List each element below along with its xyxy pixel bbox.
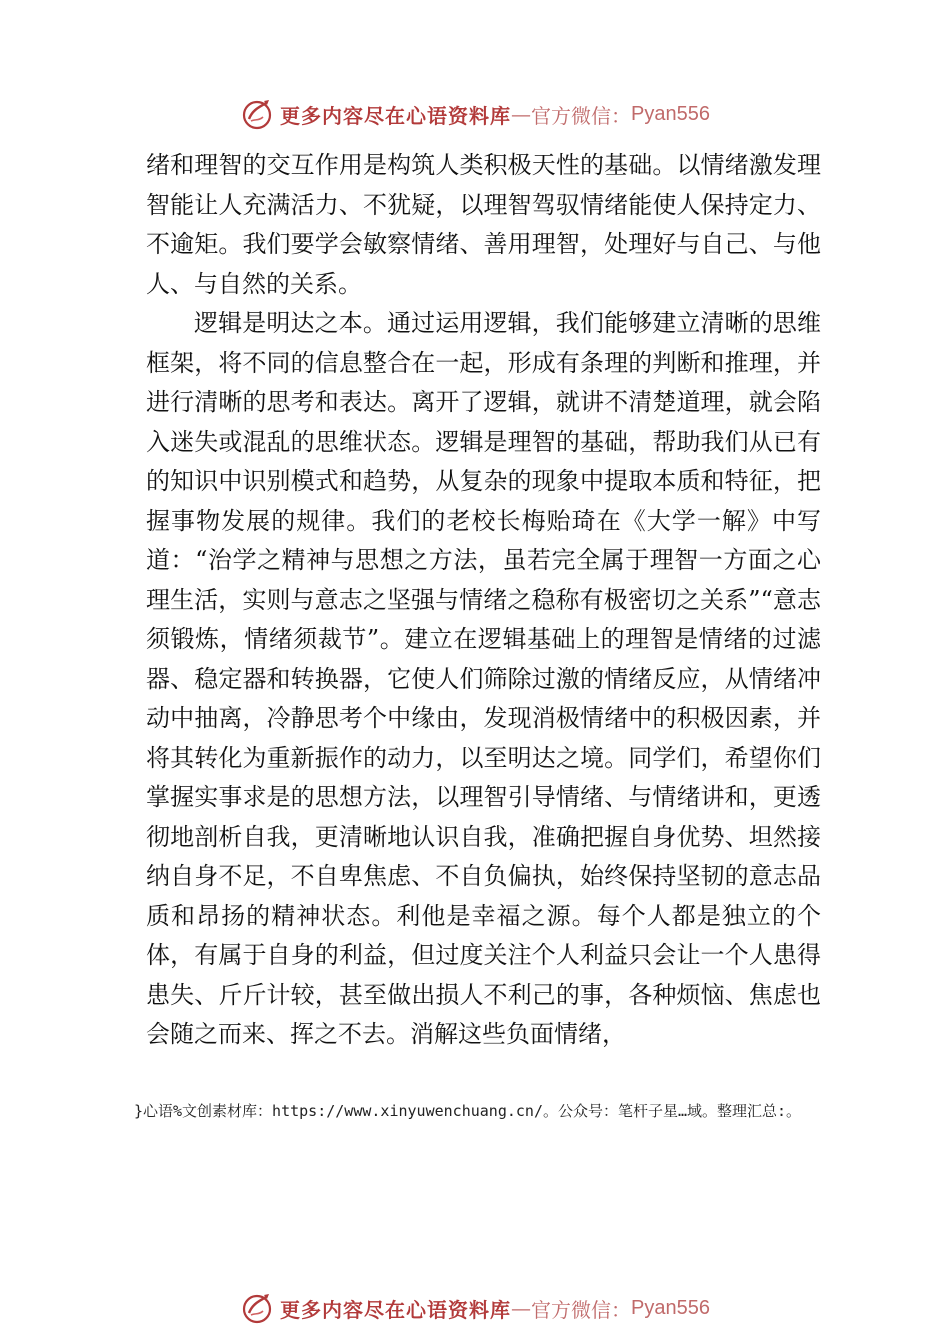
pen-swirl-logo-icon bbox=[240, 97, 274, 131]
footer-wechat-id: Pyan556 bbox=[631, 1296, 710, 1319]
footnote: }心语%文创素材库：https://www.xinyuwenchuang.cn/。公众号：笔杆子星…域。整理汇总:。 bbox=[134, 1102, 802, 1120]
footer-wechat-label: 官方微信： bbox=[531, 1297, 632, 1322]
banner-title: 更多内容尽在心语资料库 bbox=[280, 103, 512, 128]
banner-wechat-id: Pyan556 bbox=[631, 102, 710, 125]
paragraph-2: 逻辑是明达之本。通过运用逻辑，我们能够建立清晰的思维框架，将不同的信息整合在一起，形成有条理的判断和推理，并进行清晰的思考和表达。离开了逻辑，就讲不清楚道理，就会陷入迷失或混乱的思维状态。逻辑是理智的基础，帮助我们从已有的知识中识别模式和趋势，从复杂的现象中提取本质和特征，把握事物发展的规律。我们的老校长梅贻琦在《大学一解》中写道：“治学之精神与思想之方法，虽若完全属于理智一方面之心理生活，实则与意志之坚强与情绪之稳称有极密切之关系”“意志须锻炼，情绪须裁节”。建立在逻辑基础上的理智是情绪的过滤器、稳定器和转换器，它使人们筛除过激的情绪反应，从情绪冲动中抽离，冷静思考个中缘由，发现消极情绪中的积极因素，并将其转化为重新振作的动力，以至明达之境。同学们，希望你们掌握实事求是的思想方法，以理智引导情绪、与情绪讲和，更透彻地剖析自我，更清晰地认识自我，准确把握自身优势、坦然接纳自身不足，不自卑焦虑、不自负偏执，始终保持坚韧的意志品质和昂扬的精神状态。利他是幸福之源。每个人都是独立的个体，有属于自身的利益，但过度关注个人利益只会让一个人患得患失、斤斤计较，甚至做出损人不利己的事，各种烦恼、焦虑也会随之而来、挥之不去。消解这些负面情绪， bbox=[146, 309, 821, 1048]
paragraph-1: 绪和理智的交互作用是构筑人类积极天性的基础。以情绪激发理智能让人充满活力、不犹疑，以理智驾驭情绪能使人保持定力、不逾矩。我们要学会敏察情绪、善用理智，处理好与自己、与他人、与自然的关系。 bbox=[146, 151, 821, 298]
footer-banner-title: 更多内容尽在心语资料库 bbox=[280, 1297, 512, 1322]
pen-swirl-logo-icon bbox=[240, 1291, 274, 1325]
header-banner bbox=[0, 94, 950, 134]
document-body bbox=[146, 146, 821, 1055]
footer-banner bbox=[0, 1288, 950, 1328]
banner-wechat-label: 官方微信： bbox=[531, 103, 632, 128]
footer-banner-separator: — bbox=[511, 1296, 532, 1320]
banner-separator: — bbox=[511, 102, 532, 126]
